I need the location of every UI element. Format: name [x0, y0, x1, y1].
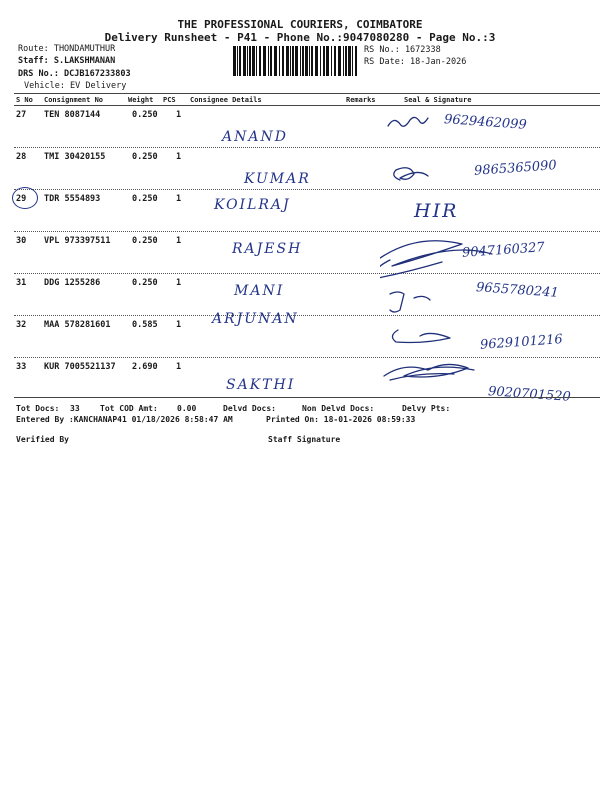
row-consignment-no: MAA 578281601	[44, 320, 111, 330]
row-sno: 32	[16, 320, 27, 330]
row-weight: 0.585	[132, 320, 158, 330]
delvd-docs-label: Delvd Docs:	[223, 404, 276, 413]
row-weight: 2.690	[132, 362, 158, 372]
barcode-image	[233, 46, 359, 76]
staff-signature-label: Staff Signature	[268, 435, 341, 444]
company-name: THE PROFESSIONAL COURIERS, COIMBATORE	[177, 18, 423, 31]
row-consignment-no: KUR 7005521137	[44, 362, 116, 372]
drs-number: DRS No.: DCJB167233803	[18, 69, 131, 79]
vehicle-label: Vehicle: EV Delivery	[24, 81, 127, 91]
row-sno: 30	[16, 236, 27, 246]
header-top-rule	[14, 93, 600, 94]
row-consignment-no: TDR 5554893	[44, 194, 101, 204]
col-consignment: Consignment No	[44, 96, 104, 104]
row-sno: 27	[16, 110, 27, 120]
verified-by-label: Verified By	[16, 435, 69, 444]
rs-number: RS No.: 1672338	[364, 45, 441, 55]
tot-docs-label: Tot Docs:	[16, 404, 60, 413]
tot-cod-value: 0.00	[177, 404, 197, 413]
row-phone-handwritten: 9655780241	[475, 280, 560, 301]
row-weight: 0.250	[132, 194, 158, 204]
row-consignee-name-handwritten: KUMAR	[244, 171, 311, 187]
row-sno: 31	[16, 278, 27, 288]
runsheet-subtitle: Delivery Runsheet - P41 - Phone No.:9047080280 - Page No.:3	[104, 31, 496, 44]
handwritten-circle-mark	[12, 187, 38, 209]
row-consignment-no: DDG 1255286	[44, 278, 101, 288]
delvy-pts-label: Delvy Pts:	[402, 404, 451, 413]
row-weight: 0.250	[132, 278, 158, 288]
route-label: Route: THONDAMUTHUR	[18, 44, 116, 54]
entered-by: Entered By :KANCHANAP41 01/18/2026 8:58:47 AM	[16, 415, 233, 424]
row-sno: 33	[16, 362, 27, 372]
col-seal-signature: Seal & Signature	[404, 96, 472, 104]
tot-docs-value: 33	[70, 404, 80, 413]
signature-scribbles	[380, 108, 600, 408]
row-weight: 0.250	[132, 152, 158, 162]
tot-cod-label: Tot COD Amt:	[100, 404, 158, 413]
row-pcs: 1	[176, 362, 182, 372]
row-consignee-name-handwritten: ANAND	[222, 129, 288, 145]
row-pcs: 1	[176, 110, 182, 120]
non-delvd-docs-label: Non Delvd Docs:	[302, 404, 375, 413]
row-consignee-name-handwritten: RAJESH	[232, 241, 303, 257]
row-pcs: 1	[176, 278, 182, 288]
row-weight: 0.250	[132, 236, 158, 246]
remarks-29-handwritten: HIR	[414, 200, 459, 222]
row-pcs: 1	[176, 152, 182, 162]
printed-on: Printed On: 18-01-2026 08:59:33	[266, 415, 416, 424]
col-remarks: Remarks	[346, 96, 376, 104]
row-pcs: 1	[176, 236, 182, 246]
row-phone-handwritten: 9865365090	[473, 158, 558, 179]
row-pcs: 1	[176, 194, 182, 204]
staff-label: Staff: S.LAKSHMANAN	[18, 56, 116, 66]
row-consignee-name-handwritten: KOILRAJ	[214, 197, 291, 213]
col-pcs: PCS	[163, 96, 176, 104]
row-pcs: 1	[176, 320, 182, 330]
row-consignment-no: TEN 8087144	[44, 110, 101, 120]
row-consignee-name-handwritten: ARJUNAN	[212, 311, 299, 327]
row-weight: 0.250	[132, 110, 158, 120]
row-consignment-no: TMI 30420155	[44, 152, 106, 162]
col-sno: S No	[16, 96, 33, 104]
col-weight: Weight	[128, 96, 154, 104]
row-consignee-name-handwritten: SAKTHI	[226, 377, 296, 393]
row-sno: 28	[16, 152, 27, 162]
row-phone-handwritten: 9629101216	[479, 332, 564, 353]
row-consignment-no: VPL 973397511	[44, 236, 111, 246]
row-phone-handwritten: 9629462099	[443, 112, 528, 133]
row-phone-handwritten: 9047160327	[461, 240, 546, 261]
rs-date: RS Date: 18-Jan-2026	[364, 57, 467, 67]
row-sno: 29	[16, 194, 27, 204]
row-phone-handwritten: 9020701520	[487, 384, 572, 405]
row-consignee-name-handwritten: MANI	[234, 283, 285, 299]
header-bottom-rule	[14, 105, 600, 106]
col-consignee: Consignee Details	[190, 96, 262, 104]
